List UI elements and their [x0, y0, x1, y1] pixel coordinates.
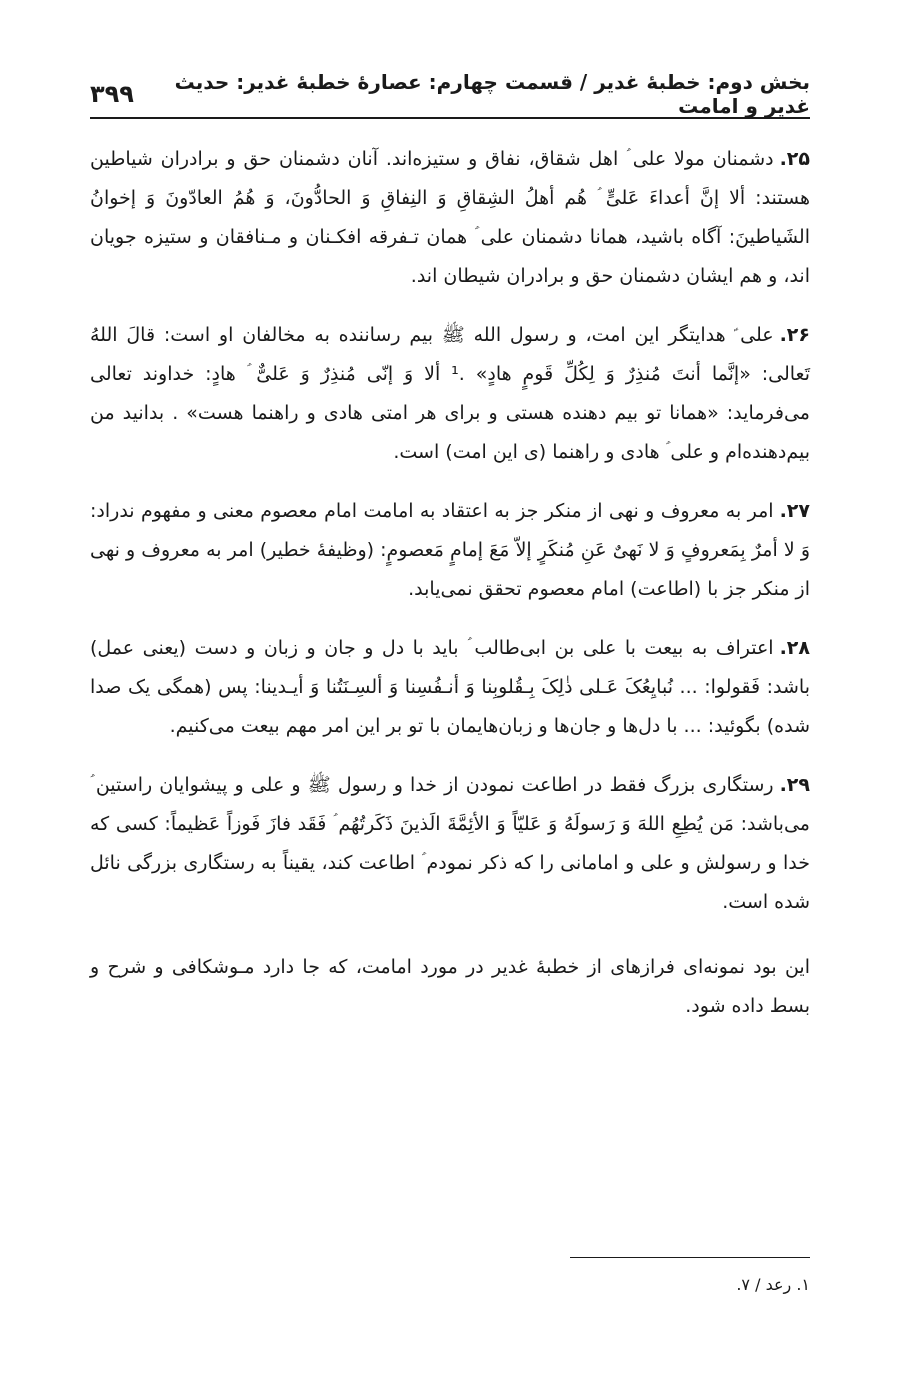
- footnote: ۱. رعد / ۷.: [736, 1275, 810, 1294]
- running-title: بخش دوم: خطبهٔ غدیر / قسمت چهارم: عصارهٔ خطبهٔ غدیر: حدیث غدیر و امامت: [174, 70, 810, 118]
- closing-paragraph: این بود نمونه‌ای فرازهای از خطبهٔ غدیر در مورد امامت، که جا دارد مـوشکافی و شرح و بسط داده شود.: [90, 956, 810, 1017]
- paragraph-number: ۲۷.: [779, 500, 810, 522]
- paragraph-text: اعتراف به بیعت با علی بن ابی‌طالب ؑ باید با دل و جان و زبان و دست (یعنی عمل) باشد: فَقولوا: ... نُبایِعُکَ عَـلی ذٰلِکَ بِـقُلوبِنا وَ أنـفُسِنا وَ ألسِـنَتُنا وَ أیـدینا: پس (همگی یک صدا شده) بگوئید: ... با دل‌ها و جان‌ها و زبان‌هایمان با تو بر این امر مهم بیعت می‌کنیم.: [90, 637, 810, 737]
- header-rule: [90, 117, 810, 119]
- paragraph-25: [90, 140, 810, 296]
- paragraph-29: [90, 766, 810, 922]
- paragraph-text: امر به معروف و نهی از منکر جز به اعتقاد به امامت امام معصوم معنی و مفهوم ندراد: وَ لا أمرٌ بِمَعروفٍ وَ لا نَهیٌ عَنِ مُنکَرٍ إلاّ مَعَ إمامٍ مَعصومٍ: (وظیفهٔ خطیر) امر به معروف و نهی از منکر جز با (اطاعت) امام معصوم تحقق نمی‌یابد.: [90, 500, 810, 600]
- paragraph-number: ۲۵.: [779, 148, 810, 170]
- paragraph-26: [90, 316, 810, 472]
- page-number: ۳۹۹: [90, 80, 134, 108]
- running-header: [90, 70, 810, 118]
- paragraph-28: [90, 629, 810, 746]
- book-page: [90, 0, 810, 1390]
- paragraph-text: علی ؑ هدایتگر این امت، و رسول الله ﷺ بیم رساننده به مخالفان او است: قالَ اللهُ تَعالی: «إنَّما أنتَ مُنذِرٌ وَ لِکُلِّ قَومٍ هادٍ» .¹ ألا وَ إنّی مُنذِرٌ وَ عَلیٌّ ؑ هادٍ: خداوند تعالی می‌فرماید: «همانا تو بیم دهنده هستی و برای هر امتی هادی و راهنما هست» . بدانید من بیم‌دهنده‌ام و علی ؑ هادی و راهنما (ی این امت) است.: [90, 324, 810, 463]
- paragraph-27: [90, 492, 810, 609]
- paragraph-text: دشمنان مولا علی ؑ اهل شقاق، نفاق و ستیزه‌اند. آنان دشمنان حق و برادران شیاطین هستند: ألا إنَّ أعداءَ عَلیٍّ ؑ هُم أهلُ الشِقاقِ وَ النِفاقِ وَ الحادُّونَ، وَ هُمُ العادّونَ وَ إخوانُ الشَیاطینَ: آگاه باشید، همانا دشمنان علی ؑ همان تـفرقه افکـنان و مـنافقان و ستیزه جویان اند، و هم ایشان دشمنان حق و برادران شیطان اند.: [90, 148, 810, 287]
- paragraph-number: ۲۶.: [779, 324, 810, 346]
- paragraph-number: ۲۹.: [779, 774, 810, 796]
- body-text: [90, 140, 810, 1046]
- paragraph-text: رستگاری بزرگ فقط در اطاعت نمودن از خدا و رسول ﷺ و علی و پیشوایان راستین ؑ می‌باشد: مَن یُطِعِ اللهَ وَ رَسولَهُ وَ عَلیّاً وَ الأئِمَّةَ الَذینَ ذَکَرتُهُم ؑ فَقَد فازَ فَوزاً عَظیماً: کسی که خدا و رسولش و علی و امامانی را که ذکر نمودم ؑ اطاعت کند، یقیناً به رستگاری بزرگی نائل شده است.: [90, 774, 810, 913]
- paragraph-number: ۲۸.: [779, 637, 810, 659]
- footnote-rule: [570, 1257, 810, 1258]
